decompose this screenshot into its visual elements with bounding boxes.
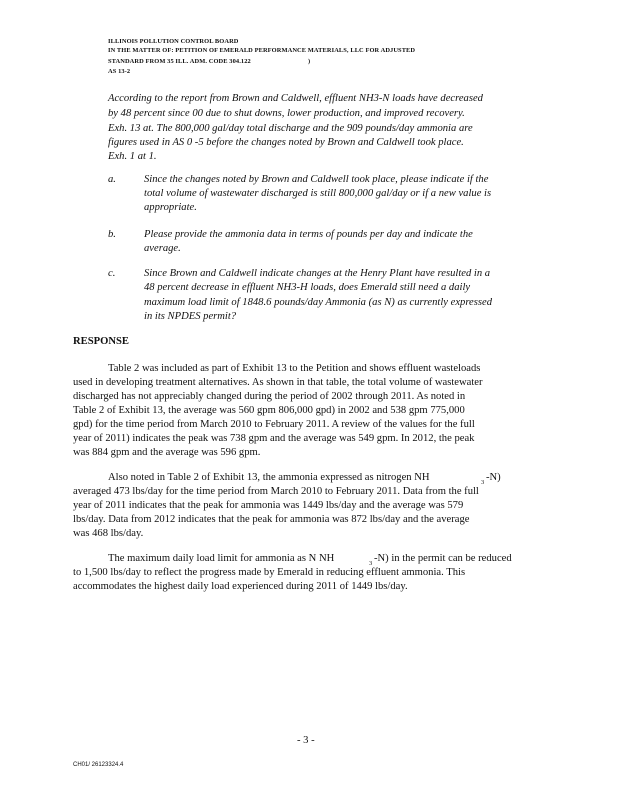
- item-c-letter: c.: [108, 268, 116, 279]
- response-p2-line-5: was 468 lbs/day.: [73, 528, 144, 539]
- response-p1-line-5: gpd) for the time period from March 2010 to February 2011. A review of the values for the full: [73, 419, 475, 430]
- response-p3-tail: -N) in the permit can be reduced: [374, 553, 512, 564]
- item-c-line-1: Since Brown and Caldwell indicate changes at the Henry Plant have resulted in a: [144, 268, 491, 279]
- response-p3-line-2: to 1,500 lbs/day to reflect the progress made by Emerald in reducing effluent ammonia. This: [73, 567, 466, 578]
- footer-doc-code: CH01/ 26123324.4: [73, 762, 124, 768]
- response-heading: RESPONSE: [73, 336, 129, 347]
- question-line-3: Exh. 13 at. The 800,000 gal/day total discharge and the 909 pounds/day ammonia are: [108, 123, 473, 134]
- item-b-line-1: Please provide the ammonia data in terms of pounds per day and indicate the: [144, 229, 473, 240]
- question-line-2: by 48 percent since 00 due to shut downs, lower production, and improved recovery.: [108, 108, 465, 119]
- item-a-line-2: total volume of wastewater discharged is still 800,000 gal/day or if a new value is: [144, 188, 492, 199]
- nh3-subscript: 3: [481, 479, 485, 486]
- item-c-line-2: 48 percent decrease in effluent NH3-H loads, does Emerald still need a daily: [144, 282, 471, 293]
- response-p2-line-3: year of 2011 indicates that the peak for ammonia was 1449 lbs/day and the average was 579: [73, 500, 464, 511]
- header-line-4: AS 13-2: [108, 68, 131, 75]
- item-c-line-4: in its NPDES permit?: [144, 311, 237, 322]
- question-line-1: According to the report from Brown and Caldwell, effluent NH3-N loads have decreased: [108, 93, 483, 104]
- response-p3-line-1: The maximum daily load limit for ammonia as N NH: [108, 553, 335, 564]
- response-p1-line-1: Table 2 was included as part of Exhibit 13 to the Petition and shows effluent wasteloads: [108, 363, 481, 374]
- item-b-letter: b.: [108, 229, 116, 240]
- item-a-line-3: appropriate.: [144, 202, 197, 213]
- header-line-3-paren: ): [308, 58, 311, 65]
- response-p1-line-6: year of 2011) indicates the peak was 738 gpm and the average was 549 gpm. In 2012, the peak: [73, 433, 475, 444]
- item-b-line-2: average.: [144, 243, 181, 254]
- question-line-4: figures used in AS 0 -5 before the changes noted by Brown and Caldwell took place.: [108, 137, 464, 148]
- response-p1-line-3: discharged has not appreciably changed during the period of 2002 through 2011. As noted in: [73, 391, 466, 402]
- response-p1-line-4: Table 2 of Exhibit 13, the average was 560 gpm 806,000 gpd) in 2002 and 538 gpm 775,000: [73, 405, 465, 416]
- response-p1-line-7: was 884 gpm and the average was 596 gpm.: [73, 447, 261, 458]
- item-a-line-1: Since the changes noted by Brown and Caldwell took place, please indicate if the: [144, 174, 489, 185]
- question-line-5: Exh. 1 at 1.: [108, 151, 157, 162]
- page-number: - 3 -: [297, 735, 315, 746]
- response-p2-line-1: Also noted in Table 2 of Exhibit 13, the ammonia expressed as nitrogen NH: [108, 472, 430, 483]
- response-p2-line-4: lbs/day. Data from 2012 indicates that the peak for ammonia was 872 lbs/day and the average: [73, 514, 470, 525]
- response-p1-line-2: used in developing treatment alternatives. As shown in that table, the total volume of wastewater: [73, 377, 483, 388]
- response-p2-tail: -N): [486, 472, 501, 483]
- response-p2-line-2: averaged 473 lbs/day for the time period from March 2010 to February 2011. Data from the full: [73, 486, 479, 497]
- response-p3-line-3: accommodates the highest daily load experienced during 2011 of 1449 lbs/day.: [73, 581, 408, 592]
- item-a-letter: a.: [108, 174, 116, 185]
- header-line-2: IN THE MATTER OF: PETITION OF EMERALD PERFORMANCE MATERIALS, LLC FOR ADJUSTED: [108, 47, 416, 54]
- header-line-3: STANDARD FROM 35 ILL. ADM. CODE 304.122: [108, 58, 251, 65]
- item-c-line-3: maximum load limit of 1848.6 pounds/day Ammonia (as N) as currently expressed: [144, 297, 492, 308]
- nh3-subscript-2: 3: [369, 560, 373, 567]
- header-line-1: ILLINOIS POLLUTION CONTROL BOARD: [108, 38, 239, 45]
